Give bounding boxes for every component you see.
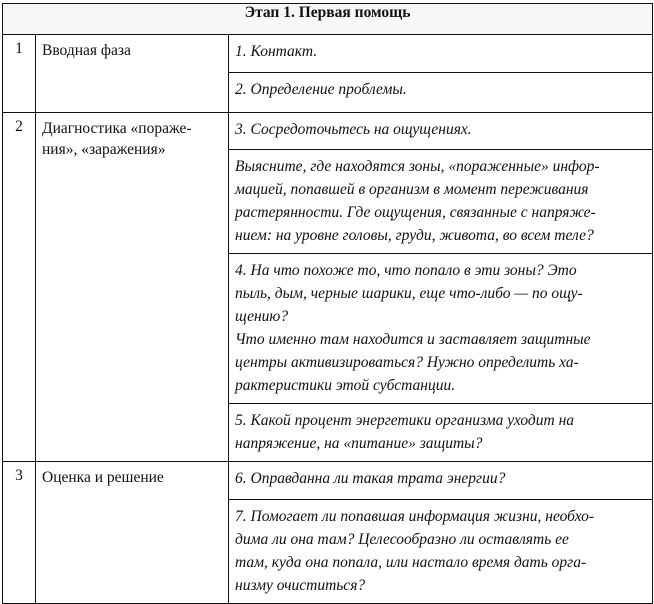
table-row (3, 35, 653, 73)
phase-cell (36, 462, 229, 604)
first-aid-stage-table (2, 3, 653, 604)
phase-label: ния», «заражения» (42, 141, 166, 158)
question-line: центры активизироваться? Нужно определить ха- (235, 354, 579, 371)
phase-label: Оценка и решение (42, 469, 164, 486)
question-line: Выясните, где находятся зоны, «пораженные» инфор- (235, 158, 600, 175)
question-cell (229, 462, 653, 500)
row-number: 2 (3, 113, 36, 462)
question-line: растерянности. Где ощущения, связанные с напряже- (235, 204, 596, 221)
question-cell (229, 113, 653, 150)
question-line: щению? (235, 308, 289, 325)
question-line: 6. Оправданна ли такая трата энергии? (235, 470, 506, 487)
question-line: низму очиститься? (235, 577, 366, 594)
table-title: Этап 1. Первая помощь (3, 4, 653, 35)
question-line: мацией, попавшей в организм в момент переживания (235, 181, 589, 198)
table-row (3, 462, 653, 500)
question-line: 4. На что похоже то, что попало в эти зоны? Это (235, 262, 577, 279)
phase-cell (36, 35, 229, 113)
question-cell (229, 254, 653, 404)
question-line: 3. Сосредоточьтесь на ощущениях. (235, 121, 472, 138)
row-number: 1 (3, 35, 36, 113)
question-line: нием: на уровне головы, груди, живота, во всем теле? (235, 227, 594, 244)
question-cell (229, 150, 653, 254)
question-line: 5. Какой процент энергетики организма уходит на (235, 412, 575, 429)
question-line: дима ли она там? Целесообразно ли оставлять ее (235, 531, 569, 548)
question-line: 1. Контакт. (235, 43, 318, 60)
question-cell (229, 73, 653, 113)
question-line: Что именно там находится и заставляет защитные (235, 331, 591, 348)
question-line: рактеристики этой субстанции. (235, 377, 456, 394)
question-line: напряжение, на «питание» защиты? (235, 435, 483, 452)
question-cell (229, 35, 653, 73)
table-row (3, 113, 653, 150)
question-line: 7. Помогает ли попавшая информация жизни, необхо- (235, 508, 595, 525)
phase-label: Вводная фаза (42, 42, 131, 59)
row-number: 3 (3, 462, 36, 604)
question-cell (229, 404, 653, 462)
question-line: 2. Определение проблемы. (235, 81, 407, 98)
phase-cell (36, 113, 229, 462)
question-cell (229, 500, 653, 604)
phase-label: Диагностика «пораже- (42, 120, 192, 137)
question-line: там, куда она попала, или настало время дать орга- (235, 554, 587, 571)
question-line: пыль, дым, черные шарики, еще что-либо — по ощу- (235, 285, 583, 302)
table-header-row (3, 4, 653, 35)
